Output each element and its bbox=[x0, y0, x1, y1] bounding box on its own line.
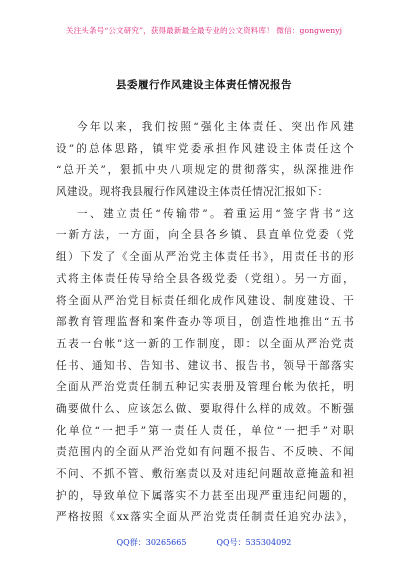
body-line: 全面从严治党责任制五种记实表册及管理台帐为依托，明 bbox=[56, 381, 354, 394]
header-promo-note: 关注头条号“公文研究”，获得最新最全最专业的公文资料库！ 微信：gongwenyj bbox=[65, 26, 343, 35]
body-line: 一、建立责任“传输带”。着重运用“签字背书”这 bbox=[77, 207, 354, 220]
body-line: 一新方法，一方面，向全县各乡镇、县直单位党委（党 bbox=[56, 229, 354, 242]
footer-qq-number: QQ号：535304092 bbox=[216, 538, 292, 547]
body-line: 将全面从严治党目标责任细化成作风建设、制度建设、干 bbox=[56, 294, 354, 307]
body-line: “总开关”，狠抓中央八项规定的贯彻落实，纵深推进作 bbox=[56, 164, 354, 177]
body-line: 化单位“一把手”第一责任人责任，单位“一把手”对职 bbox=[56, 424, 354, 437]
footer-contact bbox=[0, 537, 408, 548]
body-line: 护的，导致单位下属落实不力甚至出现严重违纪问题的， bbox=[56, 489, 354, 502]
body-line: 责范围内的全面从严治党如有问题不报告、不反映、不闻 bbox=[56, 446, 354, 459]
body-line: 设”的总体思路，镇牢党委承担作风建设主体责任这个 bbox=[56, 142, 354, 155]
body-line: 今年以来，我们按照“强化主体责任、突出作风建 bbox=[77, 121, 354, 133]
body-line: 式将主体责任传导给全县各级党委（党组）。另一方面， bbox=[56, 272, 354, 285]
body-line: 严格按照《xx落实全面从严治党责任制责任追究办法》， bbox=[56, 511, 354, 524]
body-line: 任书、通知书、告知书、建议书、报告书，领导干部落实 bbox=[56, 359, 354, 372]
body-line: 组）下发了《全面从严治党主体责任书》，用责任书的形 bbox=[56, 251, 354, 264]
body-line: 确要做什么、应该怎么做、要取得什么样的成效。不断强 bbox=[56, 402, 354, 415]
document-body bbox=[56, 117, 354, 529]
body-line: 五表一台帐”这一新的工作制度，即：以全面从严治党责 bbox=[56, 337, 354, 350]
footer-qq-group: QQ群：30265665 bbox=[116, 538, 187, 547]
body-line: 不问、不抓不管、敷衍塞责以及对违纪问题故意掩盖和袒 bbox=[56, 468, 354, 480]
document-title: 县委履行作风建设主体责任情况报告 bbox=[116, 79, 292, 91]
body-line: 风建设。现将我县履行作风建设主体责任情况汇报如下： bbox=[56, 186, 329, 199]
body-line: 部教育管理监督和案件查办等项目，创造性地推出“五书 bbox=[56, 316, 354, 329]
